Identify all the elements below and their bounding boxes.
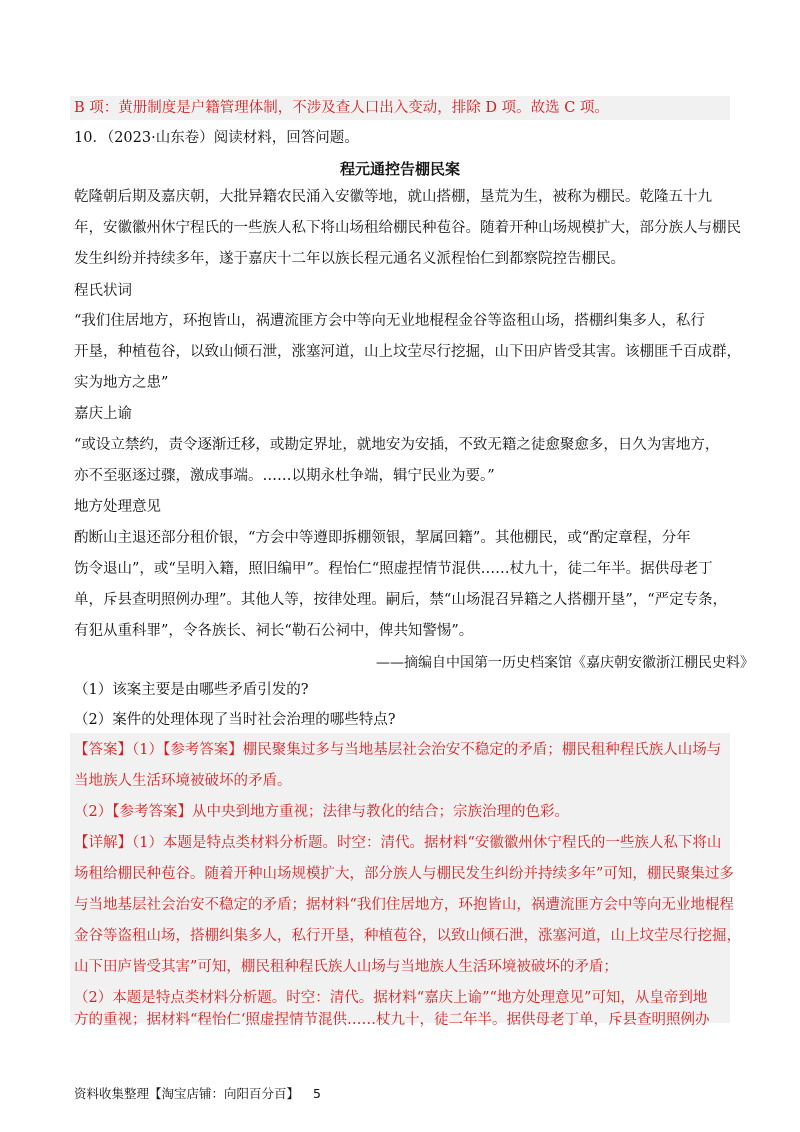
section-heading: 地方处理意见 bbox=[74, 499, 161, 515]
material-title: 程元通控告棚民案 bbox=[339, 160, 460, 178]
section-text-line: 开垦，种植苞谷，以致山倾石泄，涨塞河道，山上坟茔尽行挖掘，山下田庐皆受其害。该棚匪千百成群， bbox=[74, 344, 741, 360]
material-source: ——摘编自中国第一历史档案馆《嘉庆朝安徽浙江棚民史料》 bbox=[376, 655, 754, 671]
detail-line: （2）本题是特点类材料分析题。时空：清代。据材料“嘉庆上谕”“地方处理意见”可知，从皇帝到地 bbox=[74, 990, 708, 1006]
answer-line: 【答案】（1）【参考答案】棚民聚集过多与当地基层社会治安不稳定的矛盾；棚民租种程氏族人山场与 bbox=[74, 742, 722, 758]
page-footer bbox=[74, 1084, 321, 1102]
material-intro-line: 乾隆朝后期及嘉庆朝，大批异籍农民涌入安徽等地，就山搭棚，垦荒为生，被称为棚民。乾隆五十九 bbox=[74, 189, 712, 205]
detail-line: 场租给棚民种苞谷。随着开种山场规模扩大，部分族人与棚民发生纠纷并持续多年”可知，棚民聚集过多 bbox=[74, 866, 734, 882]
section-text-line: 亦不至驱逐过骤，激成事端。……以期永杜争端，辑宁民业为要。” bbox=[74, 468, 495, 484]
answer-line: （2）【参考答案】从中央到地方重视；法律与教化的结合；宗族治理的色彩。 bbox=[74, 804, 569, 820]
previous-answer-line: B 项：黄册制度是户籍管理体制，不涉及查人口出入变动，排除 D 项。故选 C 项。 bbox=[74, 100, 609, 116]
section-text-line: “我们住居地方，环抱皆山，祸遭流匪方会中等向无业地棍程金谷等盗租山场，搭棚纠集多人，私行 bbox=[74, 313, 705, 329]
detail-line: 方的重视；据材料“程怡仁‘照虚捏情节混供……杖九十，徒二年半。据供母老丁单，斥县查明照例办 bbox=[74, 1012, 710, 1028]
question-number-line: 10．（2023·山东卷）阅读材料，回答问题。 bbox=[74, 130, 359, 146]
detail-line: 金谷等盗租山场，搭棚纠集多人，私行开垦，种植苞谷，以致山倾石泄，涨塞河道，山上坟茔尽行挖掘， bbox=[74, 928, 741, 944]
sub-question: （1）该案主要是由哪些矛盾引发的? bbox=[74, 682, 309, 698]
footer-text: 资料收集整理【淘宝店铺：向阳百分百】 bbox=[74, 1086, 300, 1101]
section-text-line: “或设立禁约，责令逐渐迁移，或勘定界址，就地安为安插，不致无籍之徒愈聚愈多，日久为害地方， bbox=[74, 437, 720, 453]
section-heading: 程氏状词 bbox=[74, 283, 132, 299]
material-intro-line: 发生纠纷并持续多年，遂于嘉庆十二年以族长程元通名义派程怡仁到都察院控告棚民。 bbox=[74, 251, 625, 267]
detail-line: 山下田庐皆受其害”可知，棚民租种程氏族人山场与当地族人生活环境被破坏的矛盾； bbox=[74, 959, 618, 975]
sub-question: （2）案件的处理体现了当时社会治理的哪些特点? bbox=[74, 712, 396, 728]
section-text-line: 单，斥县查明照例办理”。其他人等，按律处理。嗣后，禁“山场混召异籍之人搭棚开垦”，“严定专条， bbox=[74, 592, 728, 608]
detail-line: 【详解】（1）本题是特点类材料分析题。时空：清代。据材料“安徽徽州休宁程氏的一些族人私下将山 bbox=[74, 835, 722, 851]
detail-line: 与当地基层社会治安不稳定的矛盾；据材料“我们住居地方，环抱皆山，祸遭流匪方会中等向无业地棍程 bbox=[74, 897, 734, 913]
page-number: 5 bbox=[313, 1086, 321, 1101]
section-text-line: 酌断山主退还部分租价银，“方会中等遵即拆棚领银，挈属回籍”。其他棚民，或“酌定章程，分年 bbox=[74, 530, 691, 546]
material-intro-line: 年，安徽徽州休宁程氏的一些族人私下将山场租给棚民种苞谷。随着开种山场规模扩大，部分族人与棚民 bbox=[74, 220, 741, 236]
answer-line: 当地族人生活环境被破坏的矛盾。 bbox=[74, 773, 292, 789]
section-text-line: 有犯从重科罪”，令各族长、祠长“勒石公祠中，俾共知警惕”。 bbox=[74, 623, 474, 639]
section-text-line: 实为地方之患” bbox=[74, 375, 169, 391]
section-text-line: 饬令退山”，或“呈明入籍，照旧编甲”。程怡仁“照虚捏情节混供……杖九十，徒二年半。据供母老丁 bbox=[74, 561, 713, 577]
section-heading: 嘉庆上谕 bbox=[74, 406, 132, 422]
